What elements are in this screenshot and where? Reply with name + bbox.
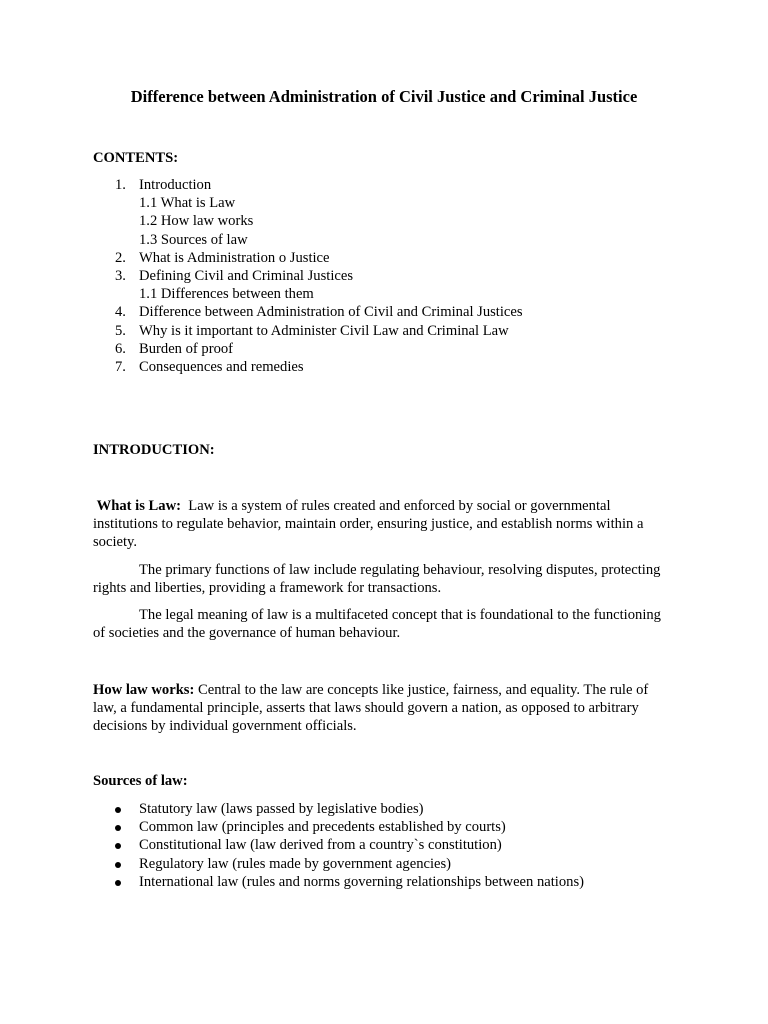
what-is-law-term: What is Law: [96,498,181,514]
how-law-works-term: How law works: [93,682,195,698]
toc-item: 5. Why is it important to Administer Civil Law and Criminal Law [115,322,509,339]
toc-item: 3. Defining Civil and Criminal Justices [115,268,354,285]
introduction-heading: INTRODUCTION: [93,442,215,458]
legal-meaning-paragraph: The legal meaning of law is a multifaceted concept that is foundational to the functioning of societies and the governance of human behaviour. [93,607,661,642]
bullet-icon [115,880,121,886]
what-is-law-text: Law is a system of rules created and enforced by social or governmental institutions to regulate behavior, maintain order, ensuring justice, and establish norms within a society. [93,498,644,551]
bullet-icon [115,807,121,813]
what-is-law-paragraph [93,497,673,552]
toc-subitem: 1.1 What is Law [139,195,236,212]
list-item: Common law (principles and precedents established by courts) [93,818,693,836]
toc-item: 1. Introduction [115,177,212,193]
document-title: Difference between Administration of Civil Justice and Criminal Justice [130,87,638,106]
toc-subitem: 1.1 Differences between them [139,286,314,303]
bullet-icon [115,825,121,831]
toc-item: 7. Consequences and remedies [115,359,304,376]
list-item: Statutory law (laws passed by legislative bodies) [93,800,693,818]
toc-item: 6. Burden of proof [115,340,234,357]
sources-heading: Sources of law: [93,773,188,789]
how-law-works-paragraph [93,681,673,736]
list-item: Constitutional law (law derived from a country`s constitution) [93,836,693,854]
toc-subitem: 1.3 Sources of law [139,231,248,248]
bullet-icon [115,843,121,849]
toc-subitem: 1.2 How law works [139,213,254,230]
sources-list [93,800,693,891]
toc-item: 4. Difference between Administration of Civil and Criminal Justices [115,304,523,321]
contents-heading: CONTENTS: [93,150,179,166]
how-law-works-text: Central to the law are concepts like justice, fairness, and equality. The rule of law, a fundamental principle, asserts that laws should govern a nation, as opposed to arbitrary decisions by individual government officials. [93,682,649,735]
bullet-icon [115,862,121,868]
functions-paragraph: The primary functions of law include regulating behaviour, resolving disputes, protecting rights and liberties, providing a framework for transactions. [93,562,661,597]
toc-item: 2. What is Administration o Justice [115,249,330,266]
list-item: International law (rules and norms governing relationships between nations) [93,873,693,891]
list-item: Regulatory law (rules made by government agencies) [93,855,693,873]
table-of-contents [93,176,693,376]
